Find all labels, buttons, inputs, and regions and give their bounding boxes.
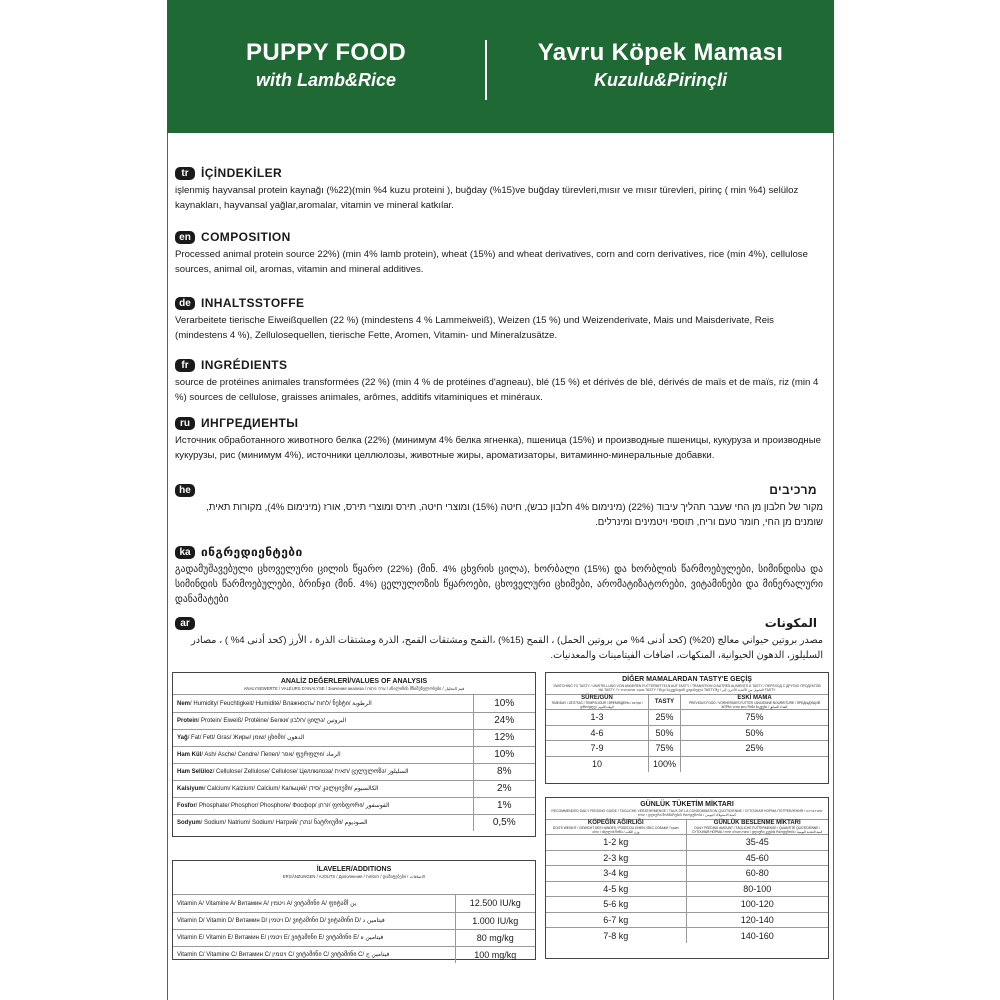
table-row: Nem/ Humidity/ Feuchtigkeit/ Humidité/ Влажность/ לחות/ ნესტი/ الرطوبة 10% [173,695,535,712]
table-row: 4-5 kg 80-100 [546,881,828,897]
section-body: işlenmiş hayvansal protein kaynağı (%22)(min %4 kuzu proteini ), buğday (%15)ve buğday türevleri,mısır ve mısır türevleri, pirinç ( min %4) selüloz kaynakları, hayvansal yağlar,aromalar, vitamin ve mineral katkılar. [175,185,799,211]
table-row: 10 100% [546,756,828,772]
additions-label: Vitamin A/ Vitamine A/ Витамин A/ ויטמין A/ ვიტამინი A/ ფიტამين أ [173,895,455,912]
section-title: INHALTSSTOFFE [201,296,305,310]
header-banner [167,0,834,133]
header-right [487,38,834,92]
table-row: 4-6 50% 50% [546,725,828,741]
table-row: 7-9 75% 25% [546,741,828,757]
lang-badge: en [175,231,195,244]
additions-value: 100 mg/kg [455,946,535,963]
lang-badge: fr [175,359,195,372]
lang-badge: he [175,484,195,497]
section-title: מרכיבים [769,483,817,497]
lang-badge: ar [175,617,195,630]
lang-badge: de [175,297,195,310]
table-row [173,912,535,929]
additions-value: 80 mg/kg [455,929,535,946]
table-row: 1-2 kg 35-45 [546,835,828,851]
section-ar [175,615,823,663]
section-body: Processed animal protein source 22%) (min 4% lamb protein), wheat (15%) and wheat derivatives, corn and corn derivatives, rice (min 4%), cellulose sources, animal oil, aromas, vitamin and mineral additives. [175,249,808,275]
analysis-value: 24% [473,712,535,729]
table-row [173,895,535,912]
section-title: ინგრედიენტები [201,545,303,559]
product-subtitle-tr: Kuzulu&Pirinçli [593,70,727,90]
table-row [173,946,535,963]
daily-grid [546,819,828,943]
section-tr [175,165,823,213]
table-row: Ham Selüloz/ Cellulose/ Zellulose/ Cellulose/ Целлюлоза/ תאית/ ცელულოზა/ السليلوز 8% [173,763,535,780]
header-left [167,38,485,92]
table-row: 5-6 kg 100-120 [546,897,828,913]
lang-badge: tr [175,167,195,180]
section-fr [175,357,823,405]
product-title-tr: Yavru Köpek Maması [537,39,784,66]
additions-label: Vitamin C/ Vitamine C/ Витамин C/ ויטמין C/ ვიტამინი C/ ვიტამინი C/ فيتامين ج [177,952,390,959]
analysis-value: 12% [473,729,535,746]
product-title-en: PUPPY FOOD [246,39,406,66]
col-header: SÜRE/GÜN TIME/DAY / ZEIT/TAG / TEMPS/JOUR / ВРЕМЯ/ДЕНЬ / זמן/יום / დრო/დღე / الوقت/اليوم [546,695,649,710]
col-header: ESKİ MAMA PREVIOUS FOOD / VORHERIGES FUTTER / ANCIENNE NOURRITURE / ПРЕДЫДУЩИЙ КОРМ / מזון קודם / წინა საკვები / الغذاء السابق [681,695,828,710]
section-title: ИНГРЕДИЕНТЫ [201,416,299,430]
analysis-value: 10% [473,746,535,763]
table-row: 1-3 25% 75% [546,710,828,726]
table-row: Sodyum/ Sodium/ Natrium/ Sodium/ Натрий/ נתרן/ ნატრიუმი/ الصوديوم 0,5% [173,814,535,831]
analysis-title: ANALİZ DEĞERLERİ/VALUES OF ANALYSIS [280,678,428,685]
analysis-subtitle: ANALYSEWERTE / VALEURS D'ANALYSE / Значения анализа / ערכי ניתוח / ანალიზის მნიშვნელობები / قيم التحليل [173,686,535,695]
table-header-row [546,820,828,835]
switching-grid [546,694,828,772]
additions-subtitle: ERGÄNZUNGEN / AJOUTS / Дополнения / תוספות / დამატებები / الاضافات [173,874,535,895]
section-body: مصدر بروتين حيواني معالج (20%) (كحد أدنى 4% من بروتين الحمل) ، القمح (15%) ،القمح ومشتقات القمح، الذرة ومشتقات الذرة ، الأرز (كحد أدنى 4% ) ، مصادر السليلوز، الدهون الحيوانية، المنكهات، اضافات الفيتامينات والمعدنيات. [191,635,823,661]
section-body: source de protéines animales transformées (22 %) (min 4 % de protéines d'agneau), blé (15 %) et dérivés de blé, dérivés de maïs et de maïs, riz (min 4 %) sources de cellulose, graisses animales, arômes, additifs vitaminiques et minéraux. [175,377,819,403]
analysis-value: 8% [473,763,535,780]
switching-title: DİĞER MAMALARDAN TASTY'E GEÇİŞ [622,676,752,683]
section-body: Verarbeitete tierische Eiweißquellen (22 %) (mindestens 4 % Lammeiweiß), Weizen (15 %) und Weizenderivate, Mais und Maisderivate, Reis (mindestens 4 %), Zellulosequellen, tierische Fette, Aromen, Vitamin- und Mineralzusätze. [175,315,774,341]
table-row [173,929,535,946]
analysis-value: 2% [473,780,535,797]
section-ka [175,544,823,607]
section-title: المكونات [764,616,817,630]
section-title: İÇİNDEKİLER [201,166,283,180]
table-row: 6-7 kg 120-140 [546,912,828,928]
daily-title: GÜNLÜK TÜKETİM MİKTARI [640,801,734,808]
col-header: KÖPEĞİN AĞIRLIĞI DOG'S WEIGHT / GEWICHT DES HUNDES / POIDS DU CHIEN / ВЕС СОБАКИ / משקל הכלב / ძაღლის წონა / وزن الكلب [546,820,686,835]
additions-title: İLAVELER/ADDITIONS [316,866,392,873]
lang-badge: ka [175,546,195,559]
table-header-row [546,695,828,710]
analysis-value: 1% [473,797,535,814]
section-ru [175,415,823,463]
additions-value: 12.500 IU/kg [455,895,535,912]
col-header: TASTY [649,695,681,710]
lang-badge: ru [175,417,195,430]
analysis-rows [173,695,535,831]
table-row: 3-4 kg 60-80 [546,866,828,882]
additions-label: Vitamin E/ Vitamin E/ Витамин E/ ויטמין E/ ვიტამინი E/ ვიტამინი E/ فيتامين ه [173,929,455,946]
daily-table [545,797,829,959]
section-title: INGRÉDIENTS [201,358,288,372]
additions-value: 1.000 IU/kg [455,912,535,929]
switching-subtitle: SWITCHING TO TASTY / UMSTELLUNG VON ANDEREN FUTTERMITTELN AUF TASTY / TRANSITION D'AUTRES ALIMENTS À TASTY / ПЕРЕХОД С ДРУГИХ ПРОДУКТОВ НА TASTY / מעבר ממזון אחר ל-TASTY / სხვა საკვებიდან გადასვლა TASTY-ზე / التحويل من الأغذية الأخرى إلى TASTY [553,684,821,692]
section-he [175,482,823,530]
daily-subtitle: RECOMMENDED DAILY FEEDING GUIDE / TÄGLICHE VERZEHRMENGE / TAUX DE LA CONSOMMATION QUOTIDIENNE / СУТОЧНАЯ НОРМА ПОТРЕБЛЕНИЯ / כמות צריכה יומית / დღიური მოხმარების რაოდენობა / كمية الاستهلاك اليومي [551,809,823,817]
switching-table [545,672,829,784]
table-row: Ham Kül/ Ash/ Asche/ Cendre/ Пепел/ אפר/ ფერფლი/ الرماد 10% [173,746,535,763]
section-body: Источник обработанного животного белка (22%) (минимум 4% белка ягненка), пшеница (15%) и производные пшеницы, кукуруза и производные кукурузы, рис (минимум 4%), источники целлюлозы, животные жиры, ароматизаторы, витаминно-минеральные добавки. [175,435,821,461]
table-row: 7-8 kg 140-160 [546,928,828,944]
additions-rows [173,895,535,963]
analysis-value: 10% [473,695,535,712]
section-body: გადამუშავებული ცხოველური ცილის წყარო (22%) (მინ. 4% ცხვრის ცილა), ხორბალი (15%) და ხორბლის წარმოებულები, სიმინდისა და სიმინდის წარმოებულები, ბრინჯი (მინ. 4%) ცელულოზის წყაროები, ცხოველური ცხიმები, არომატიზატორები, ვიტამინები და მინერალური დანამატები [175,564,823,605]
section-en [175,229,823,277]
section-title: COMPOSITION [201,230,291,244]
additions-label: Vitamin D/ Vitamin D/ Витамин D/ ויטמין D/ ვიტამინი D/ ვიტამინი D/ فيتامين د [173,912,455,929]
analysis-value: 0,5% [473,814,535,831]
product-subtitle-en: with Lamb&Rice [255,70,397,90]
additions-table [172,860,536,960]
analysis-table [172,672,536,837]
section-body: מקור של חלבון מן החי שעבר תהליך עיבוד (22%) (מינימום 4% חלבון כבש), חיטה (15%) ומוצרי חיטה, תירס ומוצרי תירס, אורז (מינימום 4%), מקורות תאית, שומנים מן החי, חומר טעם וריח, תוספי ויטמינים ומינרלים. [206,502,823,528]
section-de [175,295,823,343]
table-row: 2-3 kg 45-60 [546,850,828,866]
table-row: Protein/ Protein/ Eiweiß/ Protéine/ Белки/ חלבון/ ცილა/ البروتين 24% [173,712,535,729]
table-row: Yağ/ Fat/ Fett/ Gras/ Жиры/ שומן/ ცხიმი/ الدهون 12% [173,729,535,746]
col-header: GÜNLÜK BESLENME MİKTARI DAILY FEEDING AMOUNT / TÄGLICHE FUTTERMENGE / QUANTITÉ QUOTIDIENNE / СУТОЧНАЯ НОРМА / כמות האכלה יומית / დღიური კვების რაოდენობა / كمية التغذية اليومية [686,820,828,835]
table-row: Fosfor/ Phosphate/ Phosphor/ Phosphore/ Фосфор/ זרחן/ ფოსფორი/ الفوسفور 1% [173,797,535,814]
table-row: Kalsiyum/ Calcium/ Kalzium/ Calcium/ Кальций/ סידן/ კალციუმი/ الكالسيوم 2% [173,780,535,797]
